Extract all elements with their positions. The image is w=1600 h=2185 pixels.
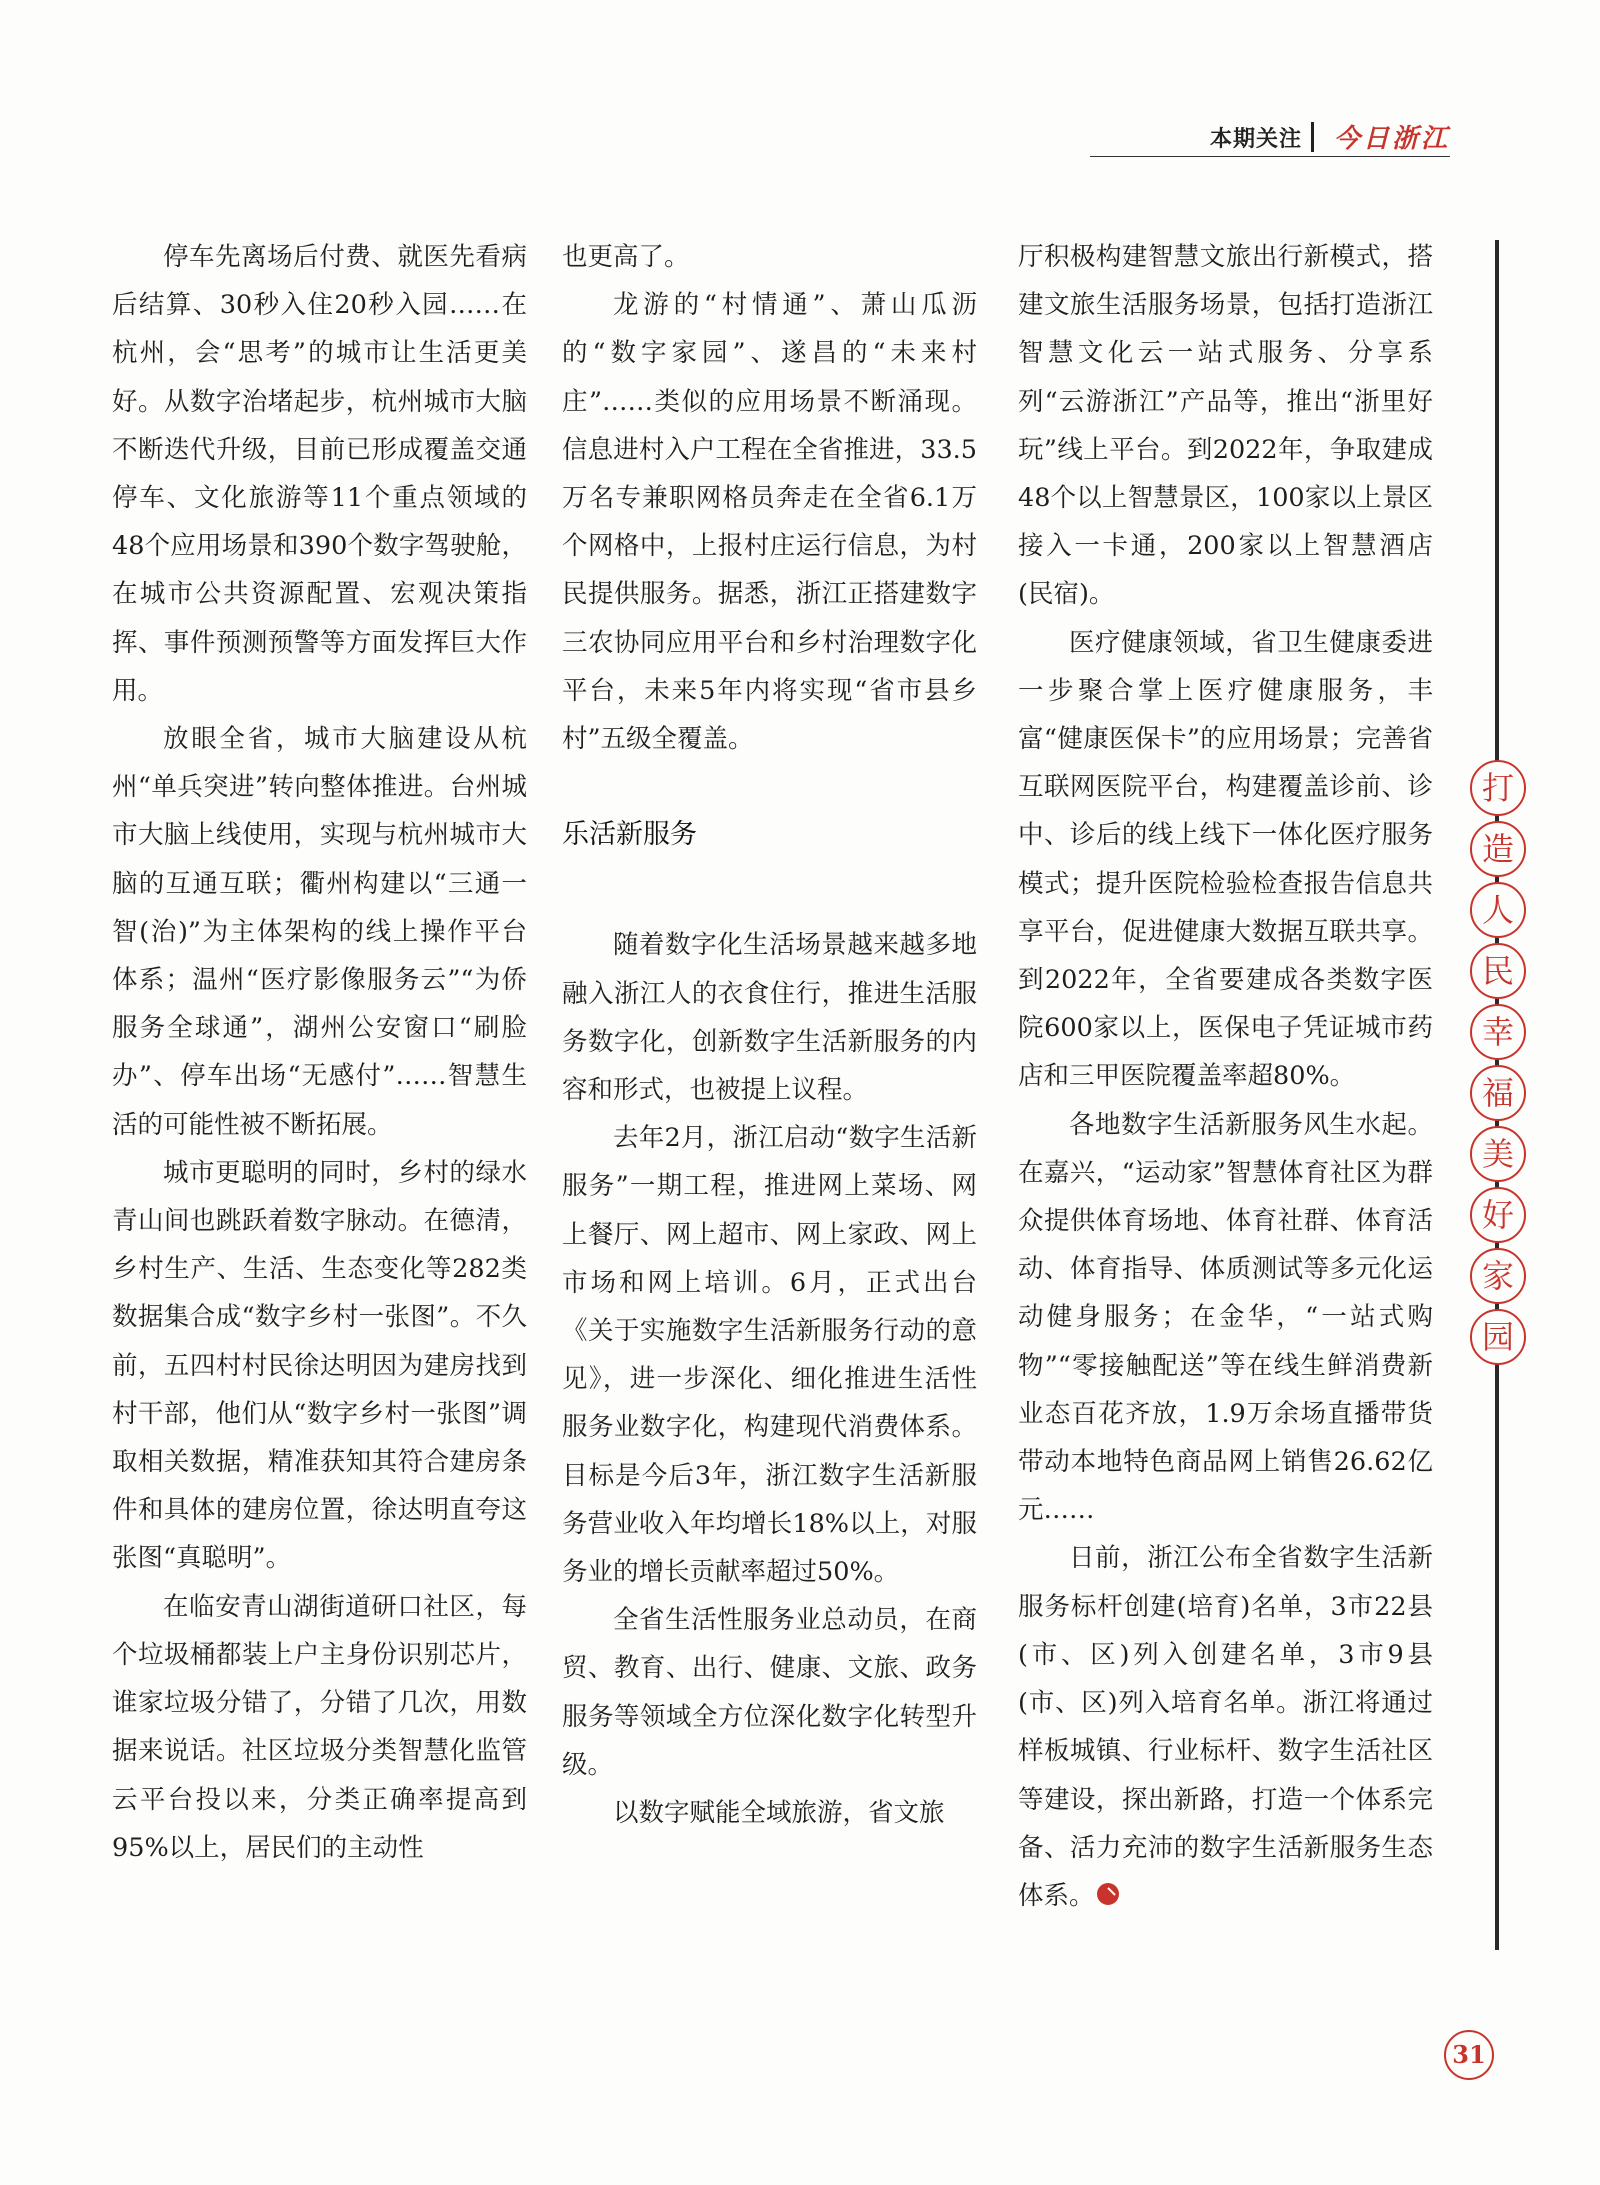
paragraph: 去年2月，浙江启动“数字生活新服务”一期工程，推进网上菜场、网上餐厅、网上超市、网上家政、网上市场和网上培训。6月，正式出台《关于实施数字生活新服务行动的意见》，进一步深化、细化推进生活性服务业数字化，构建现代消费体系。目标是今后3年，浙江数字生活新服务营业收入年均增长18%以上，对服务业的增长贡献率超过50%。 <box>562 1123 977 1588</box>
side-title-char: 民 <box>1470 943 1526 999</box>
side-title-char: 福 <box>1470 1065 1526 1121</box>
paragraph: 以数字赋能全域旅游，省文旅 <box>613 1798 945 1829</box>
side-title-char: 造 <box>1470 821 1526 877</box>
paragraph: 随着数字化生活场景越来越多地融入浙江人的衣食住行，推进生活服务数字化，创新数字生活新服务的内容和形式，也被提上议程。 <box>562 930 977 1106</box>
article-column-1 <box>112 233 527 1872</box>
section-heading: 乐活新服务 <box>562 819 697 851</box>
page-number: 31 <box>1444 2030 1494 2080</box>
paragraph: 停车先离场后付费、就医先看病后结算、30秒入住20秒入园……在杭州，会“思考”的城市让生活更美好。从数字治堵起步，杭州城市大脑不断迭代升级，目前已形成覆盖交通停车、文化旅游等11个重点领域的48个应用场景和390个数字驾驶舱，在城市公共资源配置、宏观决策指挥、事件预测预警等方面发挥巨大作用。 <box>112 242 527 706</box>
end-mark-icon <box>1097 1883 1119 1905</box>
paragraph: 厅积极构建智慧文旅出行新模式，搭建文旅生活服务场景，包括打造浙江智慧文化云一站式服务、分享系列“云游浙江”产品等，推出“浙里好玩”线上平台。到2022年，争取建成48个以上智慧景区，100家以上景区接入一卡通，200家以上智慧酒店(民宿)。 <box>1018 242 1433 610</box>
side-title-char: 人 <box>1470 882 1526 938</box>
header-divider <box>1311 122 1314 152</box>
paragraph: 也更高了。 <box>562 242 690 272</box>
paragraph: 放眼全省，城市大脑建设从杭州“单兵突进”转向整体推进。台州城市大脑上线使用，实现与杭州城市大脑的互通互联；衢州构建以“三通一智(治)”为主体架构的线上操作平台体系；温州“医疗影像服务云”“为侨服务全球通”，湖州公安窗口“刷脸办”、停车出场“无感付”……智慧生活的可能性被不断拓展。 <box>112 724 527 1140</box>
paragraph: 各地数字生活新服务风生水起。在嘉兴，“运动家”智慧体育社区为群众提供体育场地、体育社群、体育活动、体育指导、体质测试等多元化运动健身服务；在金华，“一站式购物”“零接触配送”等在线生鲜消费新业态百花齐放，1.9万余场直播带货带动本地特色商品网上销售26.62亿元…… <box>1018 1109 1433 1526</box>
paragraph: 城市更聪明的同时，乡村的绿水青山间也跳跃着数字脉动。在德清，乡村生产、生活、生态变化等282类数据集合成“数字乡村一张图”。不久前，五四村村民徐达明因为建房找到村干部，他们从“数字乡村一张图”调取相关数据，精准获知其符合建房条件和具体的建房位置，徐达明直夸这张图“真聪明”。 <box>112 1157 527 1574</box>
section-label: 本期关注 <box>1209 127 1302 152</box>
side-title-char: 美 <box>1470 1126 1526 1182</box>
article-column-3 <box>1018 233 1433 1920</box>
side-title-char: 幸 <box>1470 1004 1526 1060</box>
paragraph-text: 日前，浙江公布全省数字生活新服务标杆创建(培育)名单，3市22县(市、区)列入创建名单，3市9县(市、区)列入培育名单。浙江将通过样板城镇、行业标杆、数字生活社区等建设，探出新路，打造一个体系完备、活力充沛的数字生活新服务生态体系。 <box>1018 1543 1433 1911</box>
side-title-char: 园 <box>1470 1309 1526 1365</box>
paragraph: 医疗健康领域，省卫生健康委进一步聚合掌上医疗健康服务，丰富“健康医保卡”的应用场景；完善省互联网医院平台，构建覆盖诊前、诊中、诊后的线上线下一体化医疗服务模式；提升医院检验检查报告信息共享平台，促进健康大数据互联共享。到2022年，全省要建成各类数字医院600家以上，医保电子凭证城市药店和三甲医院覆盖率超80%。 <box>1018 627 1433 1092</box>
side-title-char: 好 <box>1470 1187 1526 1243</box>
article-column-2 <box>562 233 977 1837</box>
brand-logo: 今日浙江 <box>1333 124 1450 154</box>
paragraph: 全省生活性服务业总动员，在商贸、教育、出行、健康、文旅、政务服务等领域全方位深化数字化转型升级。 <box>562 1605 977 1780</box>
paragraph: 在临安青山湖街道研口社区，每个垃圾桶都装上户主身份识别芯片，谁家垃圾分错了，分错了几次，用数据来说话。社区垃圾分类智慧化监管云平台投以来，分类正确率提高到95%以上，居民们的主动性 <box>112 1591 527 1863</box>
paragraph <box>1018 1534 1433 1920</box>
header-rule <box>1090 156 1450 157</box>
side-title-char: 打 <box>1470 760 1526 816</box>
paragraph: 龙游的“村情通”、萧山瓜沥的“数字家园”、遂昌的“未来村庄”……类似的应用场景不断涌现。信息进村入户工程在全省推进，33.5万名专兼职网格员奔走在全省6.1万个网格中，上报村庄运行信息，为村民提供服务。据悉，浙江正搭建数字三农协同应用平台和乡村治理数字化平台，未来5年内将实现“省市县乡村”五级全覆盖。 <box>562 290 977 755</box>
side-title-char: 家 <box>1470 1248 1526 1304</box>
side-title <box>1470 760 1526 1365</box>
page-header <box>1090 118 1450 158</box>
